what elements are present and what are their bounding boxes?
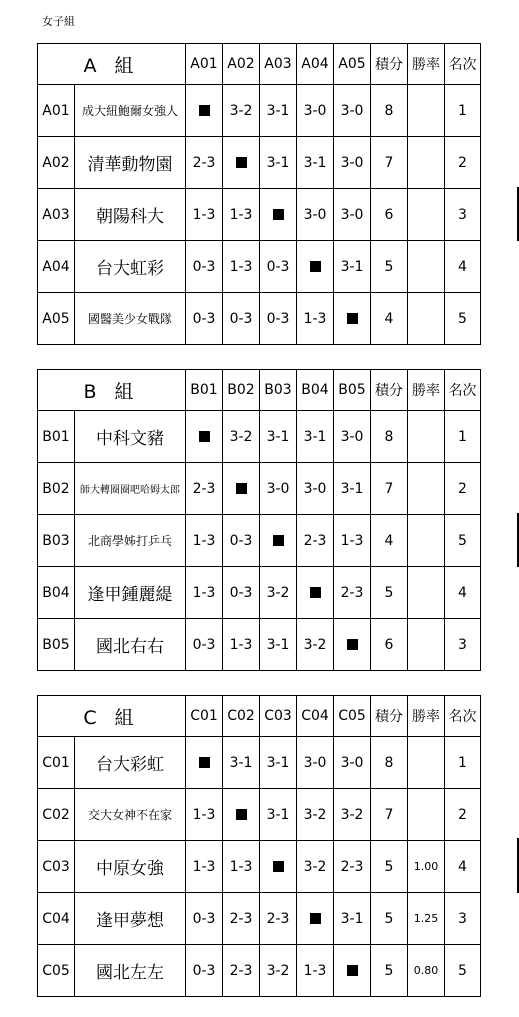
win-rate-header: 勝率 xyxy=(408,696,445,737)
rank-cell: 2 xyxy=(445,463,481,515)
team-name: 中原女強 xyxy=(75,841,186,893)
group-table xyxy=(37,43,481,345)
match-score: 0-3 xyxy=(223,515,260,567)
team-name: 清華動物園 xyxy=(75,137,186,189)
team-code: B01 xyxy=(38,411,75,463)
self-match-square-icon xyxy=(199,757,210,768)
match-score: 1-3 xyxy=(297,293,334,345)
match-score: 3-2 xyxy=(334,789,371,841)
rank-header: 名次 xyxy=(445,370,481,411)
self-match-square-icon xyxy=(347,965,358,976)
rank-cell: 4 xyxy=(445,567,481,619)
team-name: 國北右右 xyxy=(75,619,186,671)
match-score: 3-2 xyxy=(297,619,334,671)
self-match-cell xyxy=(186,85,223,137)
match-score: 3-0 xyxy=(260,463,297,515)
win-rate-cell xyxy=(408,293,445,345)
match-score: 2-3 xyxy=(260,893,297,945)
win-rate-header: 勝率 xyxy=(408,370,445,411)
points-cell: 5 xyxy=(371,893,408,945)
team-name: 台大虹彩 xyxy=(75,241,186,293)
team-code: C05 xyxy=(38,945,75,997)
table-row xyxy=(38,789,481,841)
team-code: A03 xyxy=(38,189,75,241)
points-cell: 7 xyxy=(371,789,408,841)
self-match-square-icon xyxy=(236,809,247,820)
self-match-cell xyxy=(297,567,334,619)
match-score: 0-3 xyxy=(186,241,223,293)
table-row xyxy=(38,85,481,137)
team-code: C04 xyxy=(38,893,75,945)
group-table xyxy=(37,369,481,671)
column-header: A04 xyxy=(297,44,334,85)
match-score: 1-3 xyxy=(186,789,223,841)
match-score: 2-3 xyxy=(223,945,260,997)
table-row xyxy=(38,137,481,189)
team-code: A01 xyxy=(38,85,75,137)
table-row xyxy=(38,945,481,997)
match-score: 1-3 xyxy=(223,241,260,293)
self-match-square-icon xyxy=(199,105,210,116)
match-score: 0-3 xyxy=(186,945,223,997)
match-score: 1-3 xyxy=(186,841,223,893)
team-code: C01 xyxy=(38,737,75,789)
column-header: A05 xyxy=(334,44,371,85)
rank-cell: 2 xyxy=(445,137,481,189)
match-score: 3-0 xyxy=(297,463,334,515)
table-row xyxy=(38,515,481,567)
match-score: 0-3 xyxy=(186,893,223,945)
team-code: C02 xyxy=(38,789,75,841)
match-score: 3-1 xyxy=(260,137,297,189)
match-score: 3-1 xyxy=(260,411,297,463)
team-name: 中科文豬 xyxy=(75,411,186,463)
column-header: A01 xyxy=(186,44,223,85)
self-match-cell xyxy=(186,737,223,789)
team-code: A02 xyxy=(38,137,75,189)
points-cell: 5 xyxy=(371,241,408,293)
match-score: 3-0 xyxy=(297,85,334,137)
match-score: 2-3 xyxy=(334,567,371,619)
table-row xyxy=(38,411,481,463)
column-header: A02 xyxy=(223,44,260,85)
points-cell: 8 xyxy=(371,411,408,463)
self-match-square-icon xyxy=(347,313,358,324)
match-score: 3-0 xyxy=(334,411,371,463)
self-match-square-icon xyxy=(199,431,210,442)
points-cell: 6 xyxy=(371,619,408,671)
self-match-cell xyxy=(334,945,371,997)
match-score: 2-3 xyxy=(334,841,371,893)
rank-cell: 5 xyxy=(445,515,481,567)
column-header: C05 xyxy=(334,696,371,737)
match-score: 1-3 xyxy=(186,567,223,619)
match-score: 2-3 xyxy=(297,515,334,567)
team-name: 交大女神不在家 xyxy=(75,789,186,841)
match-score: 3-2 xyxy=(260,567,297,619)
table-row xyxy=(38,619,481,671)
rank-cell: 3 xyxy=(445,619,481,671)
match-score: 2-3 xyxy=(186,137,223,189)
rank-header: 名次 xyxy=(445,696,481,737)
self-match-cell xyxy=(260,515,297,567)
match-score: 1-3 xyxy=(297,945,334,997)
match-score: 1-3 xyxy=(186,189,223,241)
match-score: 1-3 xyxy=(186,515,223,567)
match-score: 3-2 xyxy=(223,411,260,463)
self-match-square-icon xyxy=(273,535,284,546)
rank-cell: 1 xyxy=(445,411,481,463)
win-rate-cell xyxy=(408,567,445,619)
self-match-square-icon xyxy=(236,483,247,494)
match-score: 3-0 xyxy=(297,189,334,241)
group-title: A 組 xyxy=(38,44,186,85)
self-match-cell xyxy=(334,619,371,671)
table-row xyxy=(38,189,481,241)
self-match-cell xyxy=(297,893,334,945)
points-cell: 7 xyxy=(371,463,408,515)
column-header: B01 xyxy=(186,370,223,411)
header-row xyxy=(38,696,481,737)
team-name: 北商學姊打乒乓 xyxy=(75,515,186,567)
match-score: 1-3 xyxy=(223,619,260,671)
match-score: 3-1 xyxy=(260,619,297,671)
team-name: 國北左左 xyxy=(75,945,186,997)
self-match-square-icon xyxy=(310,587,321,598)
match-score: 3-1 xyxy=(334,463,371,515)
group-table xyxy=(37,695,481,997)
match-score: 2-3 xyxy=(223,893,260,945)
team-code: B04 xyxy=(38,567,75,619)
rank-cell: 5 xyxy=(445,293,481,345)
match-score: 3-1 xyxy=(260,737,297,789)
self-match-square-icon xyxy=(273,861,284,872)
match-score: 2-3 xyxy=(186,463,223,515)
win-rate-cell xyxy=(408,463,445,515)
team-name: 逢甲鍾麗緹 xyxy=(75,567,186,619)
match-score: 3-0 xyxy=(334,137,371,189)
points-header: 積分 xyxy=(371,696,408,737)
match-score: 3-2 xyxy=(223,85,260,137)
win-rate-cell: 1.00 xyxy=(408,841,445,893)
points-cell: 5 xyxy=(371,567,408,619)
win-rate-cell xyxy=(408,737,445,789)
table-row xyxy=(38,567,481,619)
match-score: 0-3 xyxy=(186,293,223,345)
match-score: 1-3 xyxy=(223,189,260,241)
table-row xyxy=(38,463,481,515)
team-name: 台大彩虹 xyxy=(75,737,186,789)
self-match-square-icon xyxy=(347,639,358,650)
points-cell: 7 xyxy=(371,137,408,189)
win-rate-cell: 0.80 xyxy=(408,945,445,997)
team-code: B05 xyxy=(38,619,75,671)
match-score: 3-2 xyxy=(260,945,297,997)
self-match-cell xyxy=(223,137,260,189)
match-score: 3-0 xyxy=(297,737,334,789)
self-match-square-icon xyxy=(310,913,321,924)
team-code: B03 xyxy=(38,515,75,567)
self-match-cell xyxy=(223,789,260,841)
match-score: 0-3 xyxy=(186,619,223,671)
team-name: 逢甲夢想 xyxy=(75,893,186,945)
page-title: 女子組 xyxy=(42,15,75,28)
match-score: 1-3 xyxy=(223,841,260,893)
rank-cell: 5 xyxy=(445,945,481,997)
win-rate-cell xyxy=(408,85,445,137)
match-score: 0-3 xyxy=(223,567,260,619)
table-row xyxy=(38,293,481,345)
column-header: B02 xyxy=(223,370,260,411)
points-cell: 8 xyxy=(371,737,408,789)
match-score: 0-3 xyxy=(260,293,297,345)
match-score: 3-0 xyxy=(334,189,371,241)
rank-cell: 1 xyxy=(445,737,481,789)
win-rate-cell xyxy=(408,411,445,463)
group-title: C 組 xyxy=(38,696,186,737)
self-match-cell xyxy=(260,189,297,241)
self-match-square-icon xyxy=(273,209,284,220)
match-score: 1-3 xyxy=(334,515,371,567)
table-row xyxy=(38,841,481,893)
match-score: 0-3 xyxy=(260,241,297,293)
team-name: 師大轉圈圈吧哈姆太郎 xyxy=(75,463,186,515)
self-match-cell xyxy=(297,241,334,293)
points-cell: 5 xyxy=(371,841,408,893)
rank-cell: 3 xyxy=(445,189,481,241)
rank-cell: 4 xyxy=(445,241,481,293)
column-header: B03 xyxy=(260,370,297,411)
team-code: A04 xyxy=(38,241,75,293)
column-header: C02 xyxy=(223,696,260,737)
match-score: 3-1 xyxy=(260,85,297,137)
win-rate-header: 勝率 xyxy=(408,44,445,85)
match-score: 3-1 xyxy=(260,789,297,841)
points-header: 積分 xyxy=(371,44,408,85)
points-cell: 8 xyxy=(371,85,408,137)
column-header: C04 xyxy=(297,696,334,737)
self-match-cell xyxy=(223,463,260,515)
points-cell: 6 xyxy=(371,189,408,241)
match-score: 3-2 xyxy=(297,841,334,893)
column-header: C01 xyxy=(186,696,223,737)
self-match-square-icon xyxy=(310,261,321,272)
self-match-cell xyxy=(186,411,223,463)
column-header: B05 xyxy=(334,370,371,411)
team-name: 朝陽科大 xyxy=(75,189,186,241)
table-row xyxy=(38,737,481,789)
rank-cell: 4 xyxy=(445,841,481,893)
rank-cell: 1 xyxy=(445,85,481,137)
rank-header: 名次 xyxy=(445,44,481,85)
self-match-cell xyxy=(260,841,297,893)
match-score: 3-1 xyxy=(297,411,334,463)
header-row xyxy=(38,370,481,411)
match-score: 3-1 xyxy=(334,893,371,945)
team-code: A05 xyxy=(38,293,75,345)
points-cell: 4 xyxy=(371,515,408,567)
self-match-cell xyxy=(334,293,371,345)
match-score: 3-0 xyxy=(334,85,371,137)
win-rate-cell xyxy=(408,789,445,841)
header-row xyxy=(38,44,481,85)
team-code: B02 xyxy=(38,463,75,515)
self-match-square-icon xyxy=(236,157,247,168)
table-row xyxy=(38,241,481,293)
column-header: C03 xyxy=(260,696,297,737)
points-header: 積分 xyxy=(371,370,408,411)
win-rate-cell xyxy=(408,137,445,189)
match-score: 3-1 xyxy=(334,241,371,293)
match-score: 0-3 xyxy=(223,293,260,345)
rank-cell: 3 xyxy=(445,893,481,945)
win-rate-cell: 1.25 xyxy=(408,893,445,945)
rank-cell: 2 xyxy=(445,789,481,841)
match-score: 3-1 xyxy=(223,737,260,789)
match-score: 3-2 xyxy=(297,789,334,841)
match-score: 3-1 xyxy=(297,137,334,189)
win-rate-cell xyxy=(408,189,445,241)
table-row xyxy=(38,893,481,945)
match-score: 3-0 xyxy=(334,737,371,789)
group-title: B 組 xyxy=(38,370,186,411)
column-header: A03 xyxy=(260,44,297,85)
team-name: 成大紐鮑爾女強人 xyxy=(75,85,186,137)
points-cell: 5 xyxy=(371,945,408,997)
points-cell: 4 xyxy=(371,293,408,345)
win-rate-cell xyxy=(408,515,445,567)
win-rate-cell xyxy=(408,619,445,671)
team-name: 國醫美少女戰隊 xyxy=(75,293,186,345)
win-rate-cell xyxy=(408,241,445,293)
team-code: C03 xyxy=(38,841,75,893)
column-header: B04 xyxy=(297,370,334,411)
